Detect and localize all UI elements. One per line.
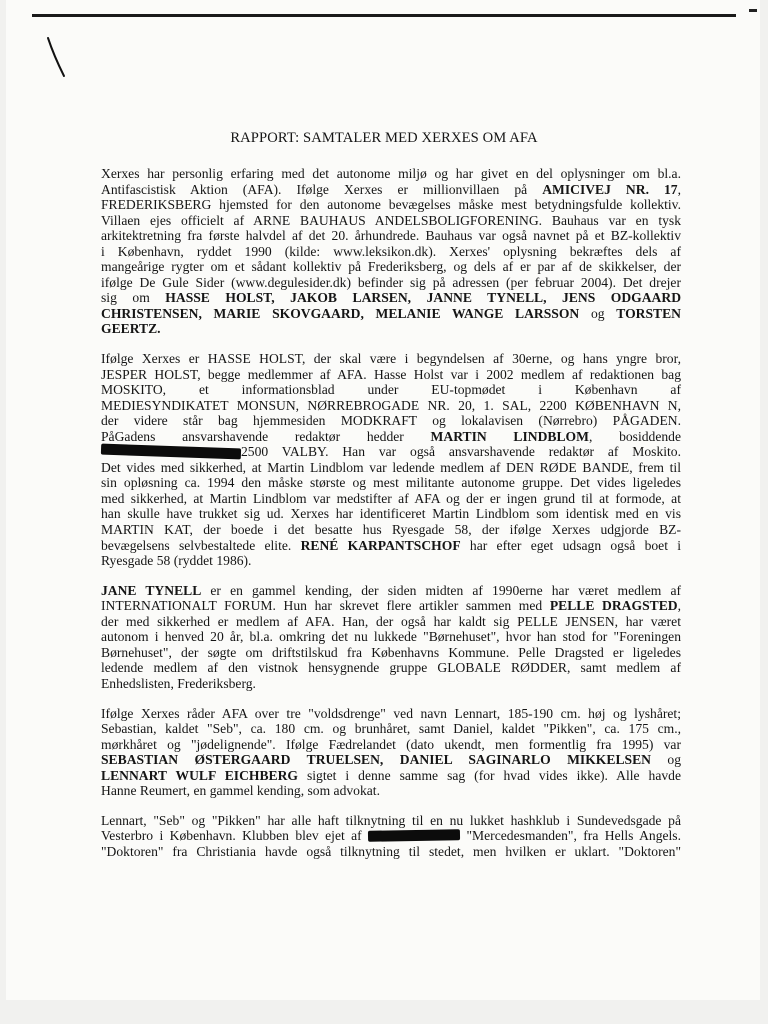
text-line [101,475,681,491]
text-line [101,382,681,398]
bold-name: MARTIN LINDBLOM [430,428,589,444]
text-run: sig om [101,290,166,306]
text-run: er en gammel kending, der siden midten af 1990erne har været medlem af [201,582,681,598]
text-line [101,645,681,661]
text-line [101,321,681,337]
text-line [101,413,681,429]
text-line [101,706,681,722]
text-run: Ryesgade 58 (ryddet 1986). [101,553,252,569]
text-run: Xerxes har personlig erfaring med det autonome miljø og har givet en del oplysninger om bl.a. [101,166,681,181]
text-line [101,398,681,414]
text-line [101,721,681,737]
text-run: der med sikkerhed er medlem af AFA. Han, der også har kaldt sig PELLE JENSEN, har været [101,613,681,629]
text-run: ledende medlem af den vistnok hensygnende gruppe GLOBALE RØDDER, samt medlem af [101,660,681,676]
text-run: , [677,598,681,614]
text-line [101,583,681,599]
text-line [101,197,681,213]
paragraph [101,706,681,799]
text-line [101,614,681,630]
text-line [101,182,681,198]
text-line [101,768,681,784]
text-line [101,629,681,645]
text-line [101,660,681,676]
text-run: bevægelsens selvbestaltede elite. [101,537,301,553]
text-line [101,506,681,522]
text-run: mørkhåret og "jødelignende". Ifølge Fædrelandet (dato ukendt, men formentlig fra 1995) var [101,736,681,752]
text-run: Antifascistisk Aktion (AFA). Ifølge Xerxes er millionvillaen på [101,181,543,197]
text-line [101,290,681,306]
text-run: Enhedslisten, Frederiksberg. [101,675,256,691]
bold-name: TORSTEN [616,305,682,321]
bold-name: HASSE HOLST, JAKOB LARSEN, JANNE TYNELL, JENS ODGAARD [165,290,682,306]
bold-name: SEBASTIAN ØSTERGAARD TRUELSEN, DANIEL SAGINARLO MIKKELSEN [101,752,651,768]
text-run: og [579,305,617,321]
report-body [101,166,681,873]
text-run: i København, ryddet 1990 (kilde: www.leksikon.dk). Xerxes' oplysning bekræftes dels af [101,243,681,259]
text-line [101,538,681,554]
paragraph [101,351,681,569]
text-run: autonom i henved 20 år, bl.a. omkring det nu lukkede "Børnehuset", hvor han stod for "Foreningen [101,629,681,645]
text-line [101,259,681,275]
text-line [101,244,681,260]
text-run: Villaen ejes officielt af ARNE BAUHAUS ANDELSBOLIGFORENING. Bauhaus var en tysk [101,212,681,228]
bold-name: LENNART WULF EICHBERG [101,767,298,783]
text-run: MEDIESYNDIKATET MONSUN, NØRREBROGADE NR. 20, 1. SAL, 2200 KØBENHAVN N, [101,397,681,413]
text-run: Lennart, "Seb" og "Pikken" har alle haft tilknytning til en nu lukket hashklub i Sundevedsgade på [101,812,681,828]
text-line [101,752,681,768]
text-line [101,783,681,799]
corner-mark [749,9,757,12]
top-rule-line [32,14,736,17]
text-line [101,676,681,692]
text-run: , bosiddende [588,428,681,444]
text-line [101,351,681,367]
text-line [101,213,681,229]
text-run: Sebastian, kaldet "Seb", ca. 180 cm. og brunhåret, samt Daniel, kaldet "Pikken", ca. 175 cm., [101,721,681,737]
text-run: "Mercedesmanden", fra Hells Angels. [460,828,681,844]
text-line [101,737,681,753]
text-line [101,844,681,860]
text-run: sigtet i denne samme sag (for hvad vides ikke). Alle havde [298,767,681,783]
text-run: Ifølge Xerxes er HASSE HOLST, der skal være i begyndelsen af 30erne, og hans yngre bror, [101,351,681,367]
text-line [101,491,681,507]
text-run: med sikkerhed, at Martin Lindblom var medstifter af AFA og der er ingen grund til at formode, at [101,490,681,506]
text-run: mangeårige rygter om et sådant kollektiv på Frederiksberg, og dels af er par af de skikkelser, der [101,259,681,275]
text-run: MOSKITO, et informationsblad under EU-topmødet i København af [101,382,681,398]
text-run: MARTIN KAT, der boede i det besatte hus Ryesgade 58, der ifølge Xerxes udgjorde BZ- [101,522,681,538]
text-line [101,228,681,244]
text-run: han skulle have trukket sig ud. Xerxes har identificeret Martin Lindblom som identisk med en vis [101,506,681,522]
text-line [101,553,681,569]
redaction-mark [368,830,460,843]
text-run: arkitektretning fra første halvdel af det 20. århundrede. Bauhaus var også navnet på et BZ-kollektiv [101,228,681,244]
text-line [101,828,681,844]
text-run: har efter eget udsagn også boet i [460,537,682,553]
text-line [101,598,681,614]
paragraph [101,813,681,860]
text-run: PåGadens ansvarshavende redaktør hedder [101,428,431,444]
text-run: , [677,181,681,197]
text-line [101,460,681,476]
text-run: og [650,752,681,768]
text-run: Børnehuset", der søgte om driftstilskud fra Københavns Kommune. Pelle Dragsted er ligeledes [101,644,681,660]
bold-name: RENÉ KARPANTSCHOF [300,537,461,553]
text-line [101,275,681,291]
text-line [101,367,681,383]
text-line [101,813,681,829]
paragraph [101,583,681,692]
paragraph [101,166,681,337]
text-run: Hanne Reumert, en gammel kending, som advokat. [101,783,380,799]
text-run: der videre står bag hjemmesiden MODKRAFT og lokalavisen (Nørrebro) PÅGADEN. [101,413,681,429]
text-run: Vesterbro i København. Klubben blev ejet af [101,828,369,844]
bold-name: GEERTZ. [101,321,161,337]
bold-name: JANE TYNELL [101,582,202,598]
text-run: "Doktoren" fra Christiania havde også tilknytning til stedet, men hvilken er uklart. "Doktoren" [101,843,681,859]
text-run: Ifølge Xerxes råder AFA over tre "voldsdrenge" ved navn Lennart, 185-190 cm. høj og lyshåret; [101,705,681,721]
text-run: FREDERIKSBERG hjemsted for den autonome bevægelses måske mest betydningsfulde kollektiv. [101,197,681,213]
text-run: ifølge De Gule Sider (www.degulesider.dk) befinder sig på adressen (per februar 2004). Det drejer [101,274,681,290]
text-line [101,306,681,322]
text-line [101,522,681,538]
pen-stroke-mark [46,36,70,80]
redaction-mark [101,444,241,460]
bold-name: PELLE DRAGSTED [549,598,678,614]
bold-name: CHRISTENSEN, MARIE SKOVGAARD, MELANIE WANGE LARSSON [101,305,580,321]
bold-name: AMICIVEJ NR. 17 [542,181,678,197]
text-line [101,429,681,445]
text-run: INTERNATIONALT FORUM. Hun har skrevet flere artikler sammen med [101,598,550,614]
text-run: Det vides med sikkerhed, at Martin Lindblom var ledende medlem af DEN RØDE BANDE, frem til [101,459,681,475]
text-line [101,444,681,460]
text-run: 2500 VALBY. Han var også ansvarshavende redaktør af Moskito. [241,444,681,460]
text-run: JESPER HOLST, begge medlemmer af AFA. Hasse Holst var i 2002 medlem af redaktionen bag [101,366,681,382]
text-run: sin opløsning ca. 1994 den måske største og mest militante autonome gruppe. Det vides ligeledes [101,475,681,491]
text-line [101,166,681,182]
document-title: RAPPORT: SAMTALER MED XERXES OM AFA [230,130,538,146]
